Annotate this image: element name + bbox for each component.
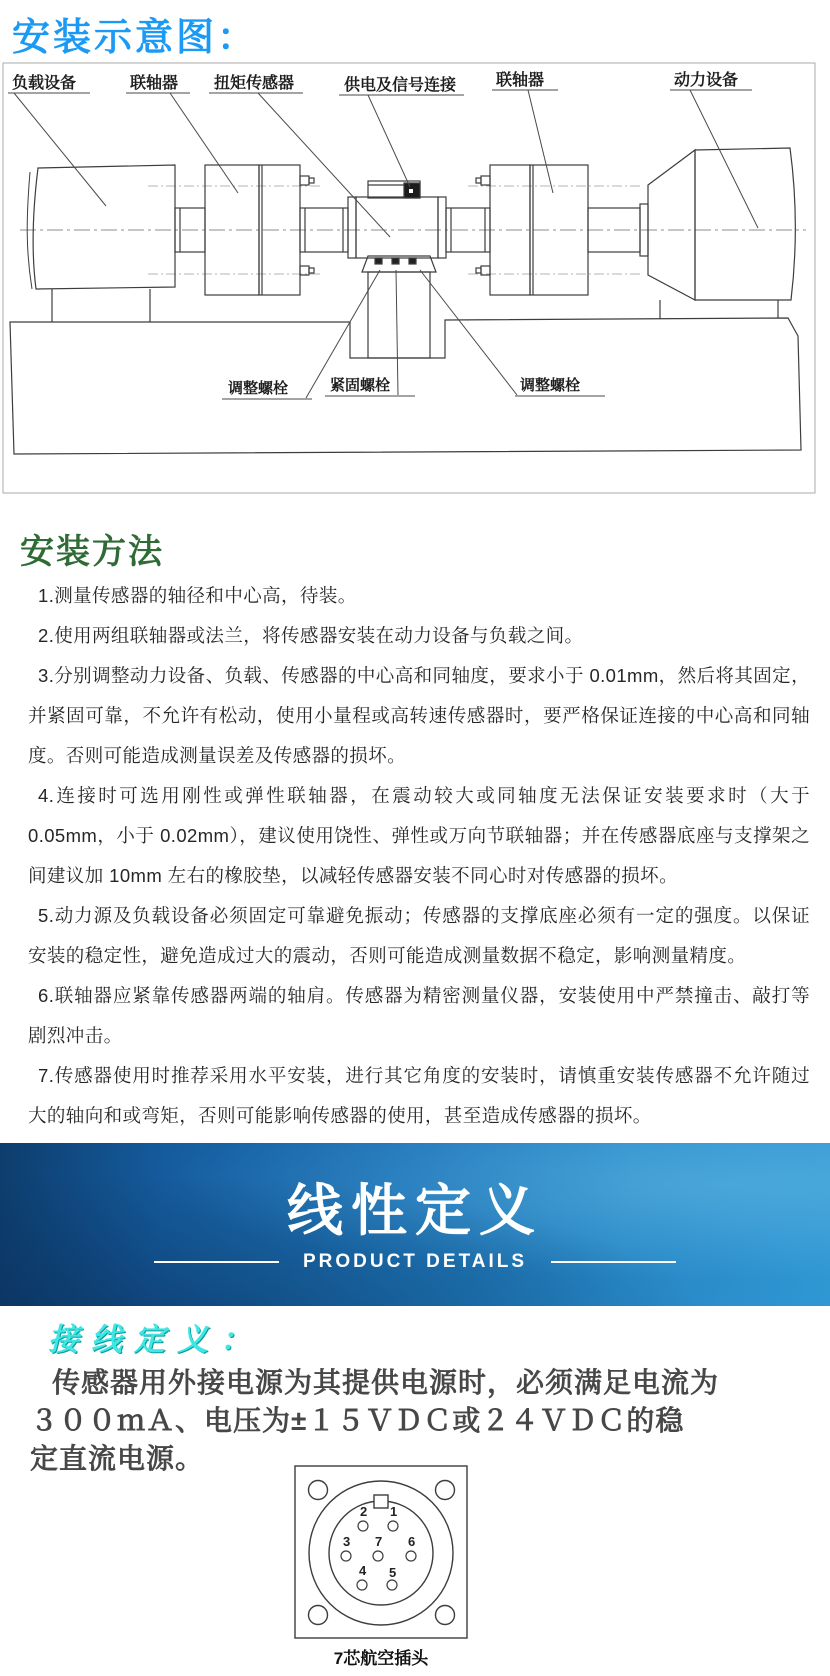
method-item: 1.测量传感器的轴径和中心高，待装。 bbox=[38, 585, 357, 606]
diagram-label-adjust-bolt-left: 调整螺栓 bbox=[228, 380, 289, 397]
diagram-label-coupling-left: 联轴器 bbox=[130, 75, 179, 92]
pin-holes bbox=[341, 1521, 416, 1590]
diagram-label-signal-connection: 供电及信号连接 bbox=[344, 77, 457, 94]
plug-inner-ring bbox=[329, 1501, 433, 1605]
method-item: 7.传感器使用时推荐采用水平安装，进行其它角度的安装时，请慎重安装传感器不允许随过大的轴向和或弯矩，否则可能影响传感器的使用，甚至造成传感器的损坏。 bbox=[28, 1065, 810, 1126]
power-line: 传感器用外接电源为其提供电源时，必须满足电流为 bbox=[52, 1367, 720, 1398]
pin-number: 3 bbox=[343, 1534, 351, 1549]
installation-diagram bbox=[0, 60, 830, 500]
pin-number: 7 bbox=[375, 1534, 383, 1549]
diagram-label-fasten-bolt: 紧固螺栓 bbox=[330, 377, 391, 394]
method-item: 3.分别调整动力设备、负载、传感器的中心高和同轴度，要求小于 0.01mm，然后将其固定，并紧固可靠，不允许有松动，使用小量程或高转速传感器时，要严格保证连接的中心高和同轴度。否则可能造成测量误差及传感器的损坏。 bbox=[28, 665, 810, 766]
banner-rule-left bbox=[154, 1261, 279, 1263]
flange-hole bbox=[436, 1481, 455, 1500]
banner-rule-right bbox=[551, 1261, 676, 1263]
machine-bed bbox=[10, 318, 801, 454]
diagram-label-power-device: 动力设备 bbox=[674, 72, 739, 89]
flange-hole bbox=[309, 1606, 328, 1625]
diagram-label-coupling-right: 联轴器 bbox=[496, 72, 545, 89]
power-line: 定直流电源。 bbox=[30, 1443, 205, 1474]
banner-subtitle: PRODUCT DETAILS bbox=[302, 1251, 528, 1272]
plug-caption: 7芯航空插头 bbox=[333, 1649, 429, 1668]
power-device-motor bbox=[588, 148, 795, 319]
pin-number: 2 bbox=[360, 1504, 368, 1519]
wiring-definition-heading: 接线定义： bbox=[48, 1322, 263, 1357]
sensor-pedestal bbox=[368, 272, 430, 358]
method-item: 2.使用两组联轴器或法兰，将传感器安装在动力设备与负载之间。 bbox=[38, 625, 584, 646]
method-item: 6.联轴器应紧靠传感器两端的轴肩。传感器为精密测量仪器，安装使用中严禁撞击、敲打等剧烈冲击。 bbox=[28, 985, 810, 1046]
banner-title: 线性定义 bbox=[287, 1179, 543, 1242]
key-notch bbox=[374, 1495, 388, 1508]
flange-hole bbox=[436, 1606, 455, 1625]
flange-hole bbox=[309, 1481, 328, 1500]
banner-subtitle-row bbox=[0, 1251, 830, 1273]
load-device-block bbox=[27, 165, 175, 322]
method-item: 5.动力源及负载设备必须固定可靠避免振动；传感器的支撑底座必须有一定的强度。以保证安装的稳定性，避免造成过大的震动，否则可能造成测量数据不稳定，影响测量精度。 bbox=[28, 905, 810, 966]
install-method-heading: 安装方法 bbox=[20, 533, 164, 571]
install-method-list bbox=[28, 576, 810, 1136]
page-title: 安装示意图： bbox=[12, 17, 259, 59]
diagram-label-load-device: 负载设备 bbox=[12, 75, 77, 92]
diagram-label-torque-sensor: 扭矩传感器 bbox=[214, 75, 295, 92]
leader-lines bbox=[8, 90, 758, 399]
pin-number: 5 bbox=[389, 1565, 397, 1580]
diagram-label-adjust-bolt-right: 调整螺栓 bbox=[520, 377, 581, 394]
diagram-border bbox=[3, 63, 815, 493]
pin-number: 1 bbox=[390, 1504, 398, 1519]
method-item: 4.连接时可选用刚性或弹性联轴器，在震动较大或同轴度无法保证安装要求时（大于 0.05mm，小于 0.02mm），建议使用饶性、弹性或万向节联轴器；并在传感器底座与支撑架之间建议加 10mm 左右的橡胶垫，以减轻传感器安装不同心时对传感器的损坏。 bbox=[28, 785, 810, 886]
product-details-banner bbox=[0, 1143, 830, 1306]
pin-number: 4 bbox=[359, 1563, 367, 1578]
power-line: ３００ｍＡ、电压为±１５ＶＤＣ或２４ＶＤＣ的稳 bbox=[30, 1405, 685, 1436]
pin-number: 6 bbox=[408, 1534, 416, 1549]
aviation-plug-diagram bbox=[283, 1456, 479, 1646]
